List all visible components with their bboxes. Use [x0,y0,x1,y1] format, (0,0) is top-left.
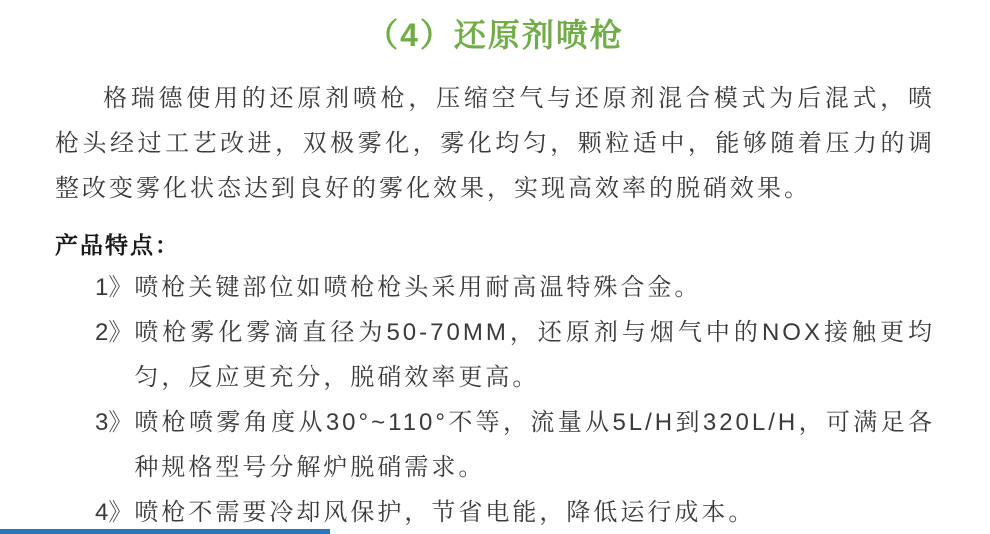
feature-list [95,265,935,534]
page-title: （4）还原剂喷枪 [366,17,624,53]
feature-marker: 4》 [95,499,133,526]
feature-marker: 1》 [95,274,133,301]
features-heading: 产品特点： [55,232,180,258]
bottom-accent-bar [0,529,330,534]
feature-item-1 [95,265,935,310]
feature-item-2 [95,310,935,400]
feature-marker: 2》 [95,319,133,346]
feature-text: 喷枪雾化雾滴直径为50-70MM，还原剂与烟气中的NOX接触更均匀，反应更充分，脱硝效率更高。 [134,319,935,391]
feature-text: 喷枪关键部位如喷枪枪头采用耐高温特殊合金。 [134,274,702,301]
feature-text: 喷枪喷雾角度从30°~110°不等，流量从5L/H到320L/H，可满足各种规格型号分解炉脱硝需求。 [134,409,935,481]
feature-text: 喷枪不需要冷却风保护，节省电能，降低运行成本。 [134,499,756,526]
feature-item-3 [95,400,935,490]
feature-item-4 [95,490,935,534]
feature-marker: 3》 [95,409,133,436]
intro-paragraph: 格瑞德使用的还原剂喷枪，压缩空气与还原剂混合模式为后混式，喷枪头经过工艺改进，双极雾化，雾化均匀，颗粒适中，能够随着压力的调整改变雾化状态达到良好的雾化效果，实现高效率的脱硝效果。 [55,85,935,202]
